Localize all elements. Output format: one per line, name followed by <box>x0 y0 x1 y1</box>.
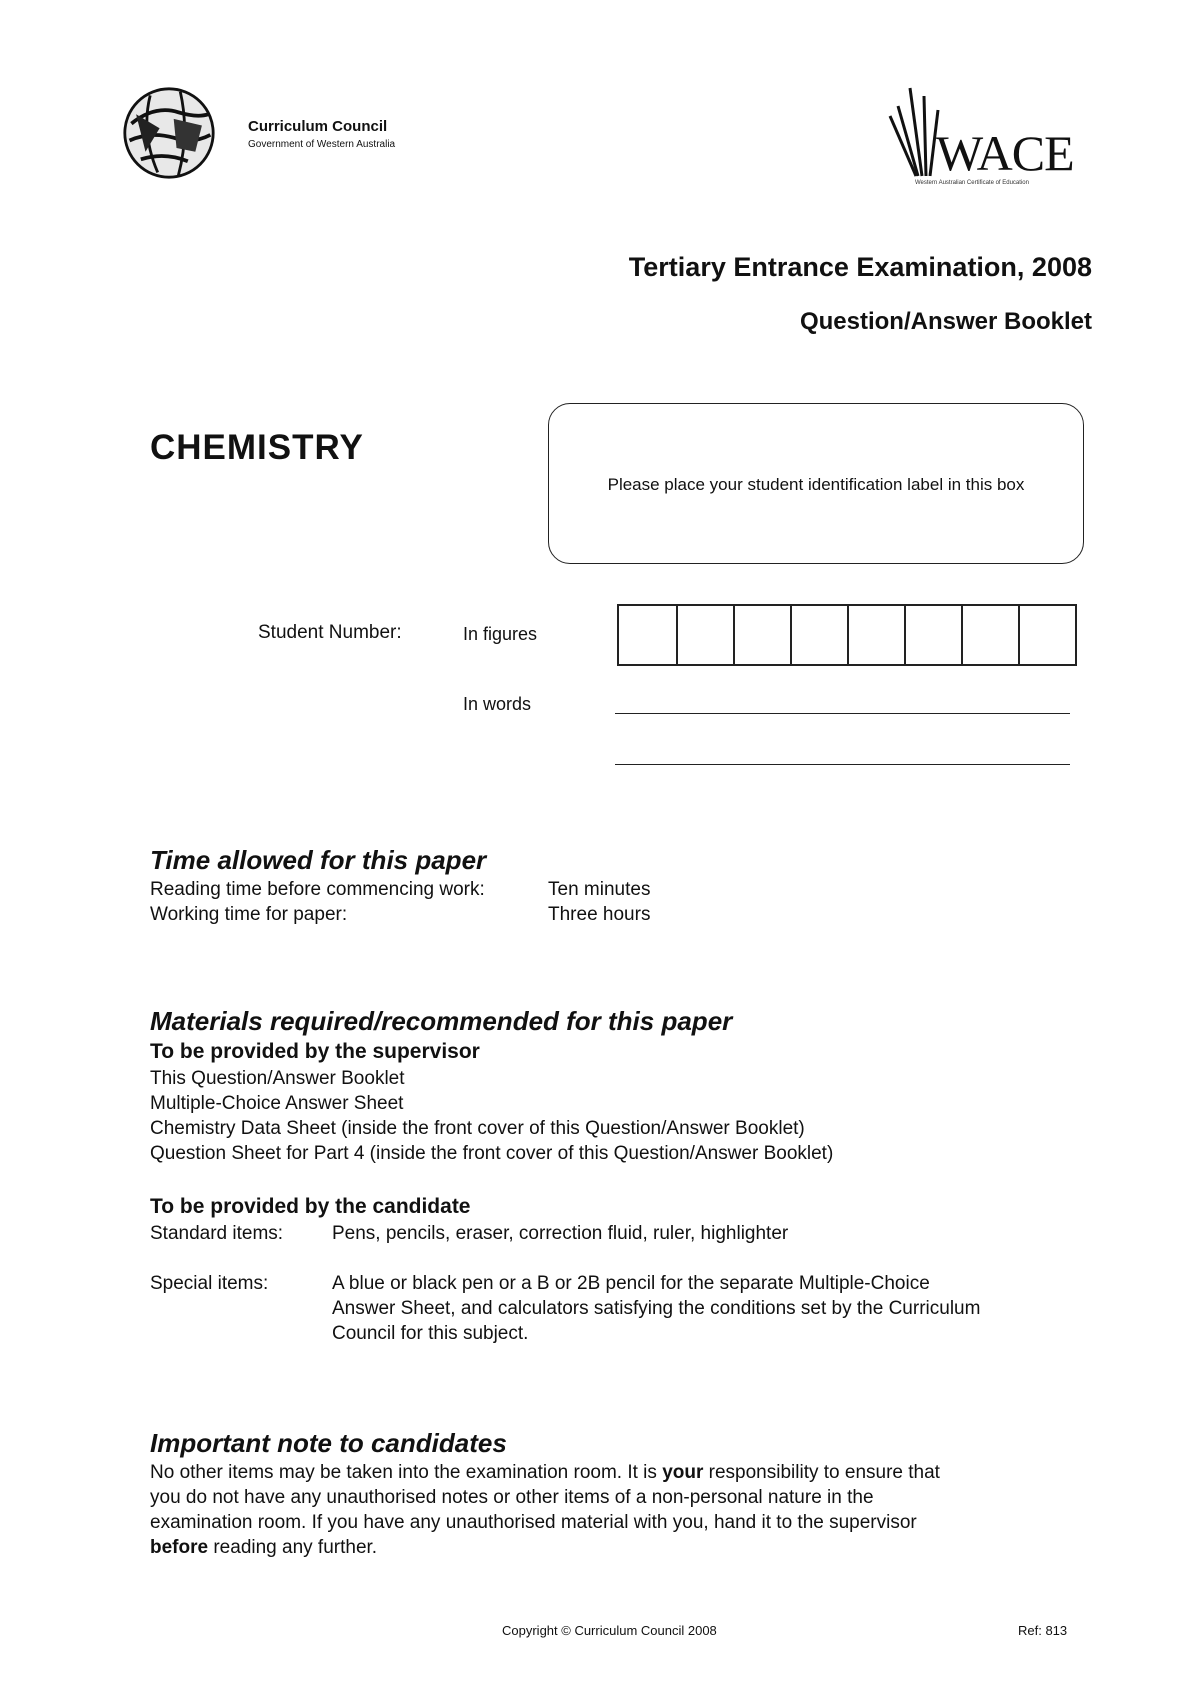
note-line: examination room. If you have any unauthorised material with you, hand it to the supervisor <box>150 1512 917 1533</box>
note-text: reading any further. <box>208 1537 378 1558</box>
digit-box[interactable] <box>961 606 1018 664</box>
in-words-line-2[interactable] <box>615 764 1070 765</box>
time-heading: Time allowed for this paper <box>150 845 487 875</box>
wace-logo-text: WACE <box>936 125 1074 181</box>
curriculum-council-logo <box>122 86 216 180</box>
council-subtitle: Government of Western Australia <box>248 139 396 150</box>
in-words-line-1[interactable] <box>615 713 1070 714</box>
supervisor-item: Multiple-Choice Answer Sheet <box>150 1093 404 1114</box>
note-text: No other items may be taken into the examination room. It is <box>150 1462 663 1483</box>
digit-box[interactable] <box>1018 606 1075 664</box>
important-note-heading: Important note to candidates <box>150 1428 507 1458</box>
supervisor-item: Question Sheet for Part 4 (inside the front cover of this Question/Answer Booklet) <box>150 1143 834 1164</box>
supervisor-item: This Question/Answer Booklet <box>150 1068 405 1089</box>
note-line: you do not have any unauthorised notes or other items of a non-personal nature in the <box>150 1487 874 1508</box>
special-items-line: A blue or black pen or a B or 2B pencil for the separate Multiple-Choice <box>332 1273 930 1294</box>
digit-box[interactable] <box>847 606 904 664</box>
council-name: Curriculum Council <box>248 118 388 135</box>
student-number-label: Student Number: <box>258 622 402 643</box>
digit-box[interactable] <box>733 606 790 664</box>
supervisor-heading: To be provided by the supervisor <box>150 1040 480 1063</box>
reading-time-label: Reading time before commencing work: <box>150 879 485 900</box>
note-emphasis: before <box>150 1537 209 1558</box>
in-figures-label: In figures <box>463 624 538 644</box>
standard-items-value: Pens, pencils, eraser, correction fluid, ruler, highlighter <box>332 1223 789 1244</box>
candidate-heading: To be provided by the candidate <box>150 1195 471 1218</box>
exam-subtitle: Question/Answer Booklet <box>799 308 1092 335</box>
label-box-text: Please place your student identification label in this box <box>607 475 1025 494</box>
working-time-value: Three hours <box>548 904 651 925</box>
note-line <box>150 1460 940 1485</box>
special-items-label: Special items: <box>150 1273 269 1294</box>
working-time-label: Working time for paper: <box>150 904 348 925</box>
note-emphasis: your <box>662 1462 704 1483</box>
special-items-line: Answer Sheet, and calculators satisfying the conditions set by the Curriculum <box>332 1298 981 1319</box>
subject-title: CHEMISTRY <box>150 428 364 467</box>
wace-tagline: Western Australian Certificate of Education <box>915 180 1029 186</box>
student-number-boxes[interactable] <box>617 604 1077 666</box>
footer-copyright: Copyright © Curriculum Council 2008 <box>502 1623 717 1638</box>
materials-heading: Materials required/recommended for this paper <box>150 1006 733 1036</box>
note-text: responsibility to ensure that <box>703 1462 940 1483</box>
digit-box[interactable] <box>676 606 733 664</box>
reading-time-value: Ten minutes <box>548 879 651 900</box>
digit-box[interactable] <box>619 606 676 664</box>
digit-box[interactable] <box>790 606 847 664</box>
in-words-label: In words <box>463 694 532 714</box>
digit-box[interactable] <box>904 606 961 664</box>
special-items-line: Council for this subject. <box>332 1323 529 1344</box>
standard-items-label: Standard items: <box>150 1223 284 1244</box>
note-line <box>150 1535 377 1560</box>
footer-ref: Ref: 813 <box>1018 1623 1068 1638</box>
supervisor-item: Chemistry Data Sheet (inside the front cover of this Question/Answer Booklet) <box>150 1118 805 1139</box>
exam-title: Tertiary Entrance Examination, 2008 <box>628 252 1092 282</box>
